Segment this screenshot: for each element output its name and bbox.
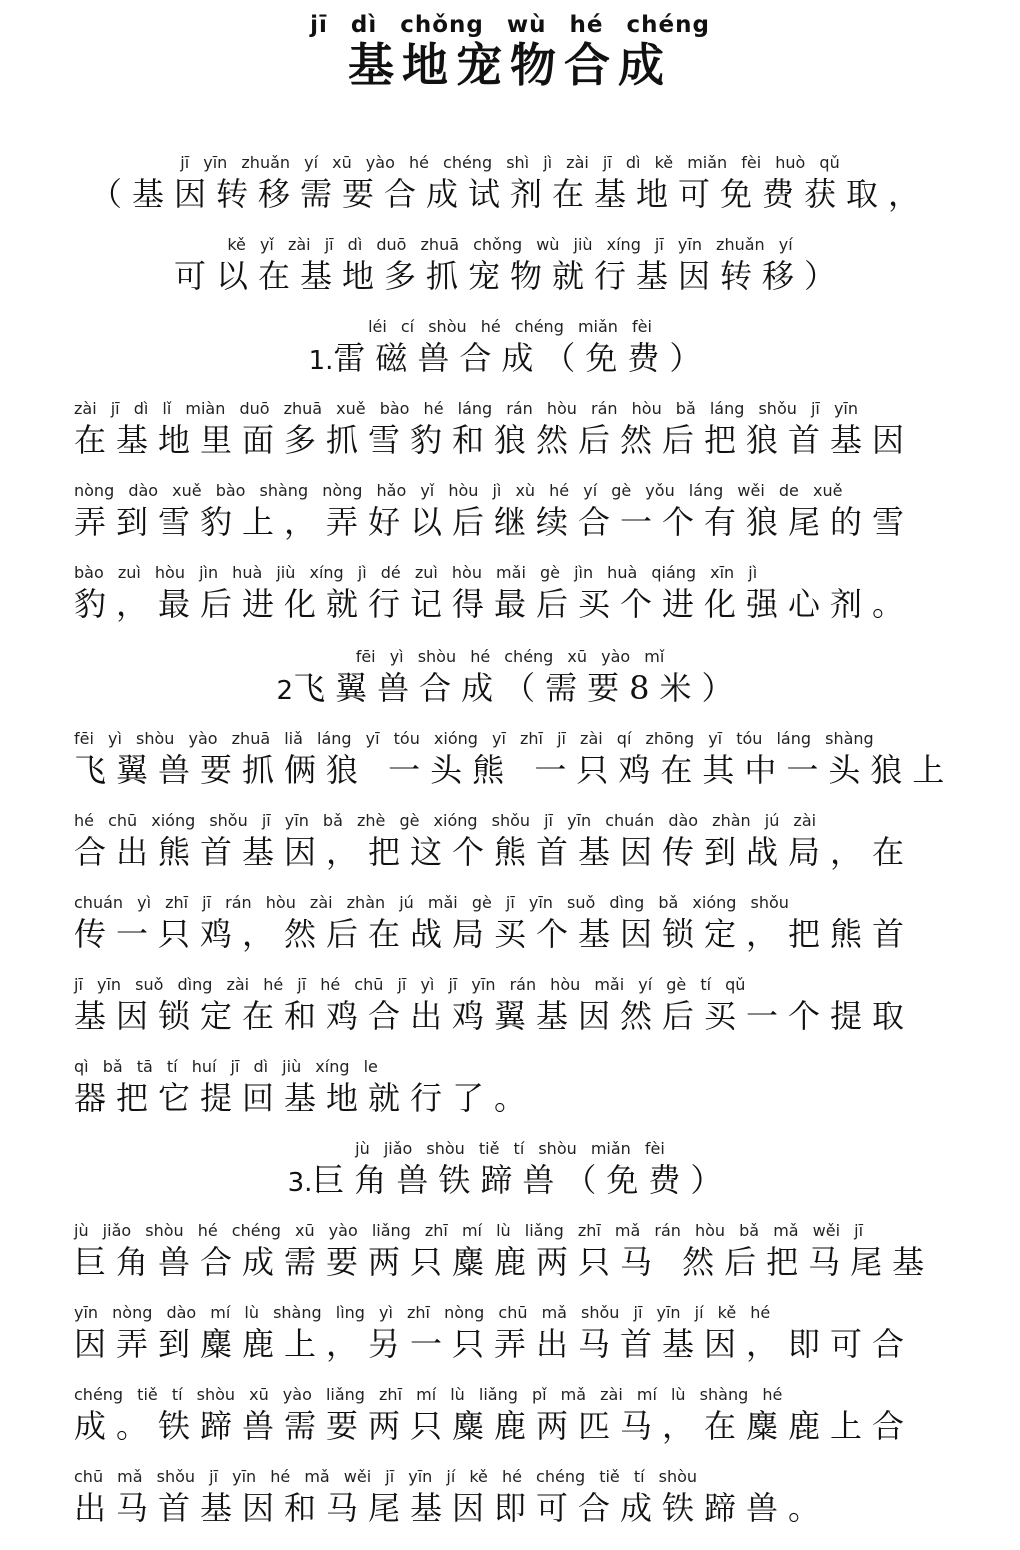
title-pinyin: jī dì chǒng wù hé chéng (310, 12, 710, 38)
title-block (0, 12, 1020, 92)
line-text: 基因锁定在和鸡合出鸡翼基因然后买一个提取 (74, 997, 915, 1035)
line-text: 弄到雪豹上，弄好以后继续合一个有狼尾的雪 (74, 503, 915, 541)
line-text: 豹，最后进化就行记得最后买个进化强心剂。 (74, 585, 915, 623)
intro-line (0, 152, 1020, 214)
text-line (0, 1466, 1020, 1528)
page-title: 基地宠物合成 (348, 38, 672, 92)
intro-line (0, 234, 1020, 296)
text-line (0, 974, 1020, 1036)
heading-pinyin: jù jiǎo shòu tiě tí shòu miǎn fèi (355, 1139, 665, 1158)
line-text: 成。铁蹄兽需要两只麋鹿两匹马，在麋鹿上合 (74, 1407, 915, 1445)
section-heading (0, 316, 1020, 381)
heading-text: 巨角兽铁蹄兽（免费） (312, 1161, 733, 1199)
line-text: 出马首基因和马尾基因即可合成铁蹄兽。 (74, 1489, 831, 1527)
section-heading (0, 1138, 1020, 1203)
line-pinyin: qì bǎ tā tí huí jī dì jiù xíng le (74, 1057, 378, 1076)
heading-text: 飞翼兽合成（需要8米） (293, 669, 744, 707)
line-pinyin: zài jī dì lǐ miàn duō zhuā xuě bào hé láng rán hòu rán hòu bǎ láng shǒu jī yīn (74, 399, 858, 418)
line-text: 飞翼兽要抓俩狼 一头熊 一只鸡在其中一头狼上 (74, 751, 955, 789)
heading-pinyin: léi cí shòu hé chéng miǎn fèi (368, 317, 652, 336)
heading-pinyin: fēi yì shòu hé chéng xū yào mǐ (355, 647, 665, 666)
text-line (0, 562, 1020, 624)
line-text: 器把它提回基地就行了。 (74, 1079, 537, 1117)
text-line (0, 810, 1020, 872)
text-line (0, 728, 1020, 790)
line-text: 合出熊首基因，把这个熊首基因传到战局，在 (74, 833, 915, 871)
line-pinyin: jù jiǎo shòu hé chéng xū yào liǎng zhī mí lù liǎng zhī mǎ rán hòu bǎ mǎ wěi jī (74, 1221, 864, 1240)
line-pinyin: bào zuì hòu jìn huà jiù xíng jì dé zuì hòu mǎi gè jìn huà qiáng xīn jì (74, 563, 758, 582)
line-pinyin: chū mǎ shǒu jī yīn hé mǎ wěi jī yīn jí kě hé chéng tiě tí shòu (74, 1467, 698, 1486)
text-line (0, 398, 1020, 460)
text-line (0, 1384, 1020, 1446)
intro-text: 可以在基地多抓宠物就行基因转移） (173, 257, 846, 295)
text-line (0, 480, 1020, 542)
section-heading (0, 646, 1020, 711)
line-pinyin: jī yīn suǒ dìng zài hé jī hé chū jī yì jī yīn rán hòu mǎi yí gè tí qǔ (74, 975, 746, 994)
line-text: 传一只鸡，然后在战局买个基因锁定，把熊首 (74, 915, 915, 953)
line-pinyin: yīn nòng dào mí lù shàng lìng yì zhī nòng chū mǎ shǒu jī yīn jí kě hé (74, 1303, 771, 1322)
section-number: 3. (287, 1168, 313, 1198)
intro-pinyin: kě yǐ zài jī dì duō zhuā chǒng wù jiù xíng jī yīn zhuǎn yí (227, 235, 793, 254)
text-line (0, 1220, 1020, 1282)
line-pinyin: hé chū xióng shǒu jī yīn bǎ zhè gè xióng shǒu jī yīn chuán dào zhàn jú zài (74, 811, 817, 830)
section-number: 1. (308, 346, 334, 376)
section-number: 2 (276, 676, 294, 706)
line-pinyin: chéng tiě tí shòu xū yào liǎng zhī mí lù liǎng pǐ mǎ zài mí lù shàng hé (74, 1385, 783, 1404)
line-pinyin: chuán yì zhī jī rán hòu zài zhàn jú mǎi gè jī yīn suǒ dìng bǎ xióng shǒu (74, 893, 789, 912)
text-line (0, 892, 1020, 954)
text-line (0, 1056, 1020, 1118)
text-line (0, 1302, 1020, 1364)
line-text: 在基地里面多抓雪豹和狼然后然后把狼首基因 (74, 421, 915, 459)
heading-text: 雷磁兽合成（免费） (333, 339, 712, 377)
intro-text: （基因转移需要合成试剂在基地可免费获取， (89, 175, 930, 213)
line-text: 巨角兽合成需要两只麋鹿两只马 然后把马尾基 (74, 1243, 935, 1281)
line-text: 因弄到麋鹿上，另一只弄出马首基因，即可合 (74, 1325, 915, 1363)
intro-pinyin: jī yīn zhuǎn yí xū yào hé chéng shì jì zài jī dì kě miǎn fèi huò qǔ (180, 153, 840, 172)
line-pinyin: nòng dào xuě bào shàng nòng hǎo yǐ hòu jì xù hé yí gè yǒu láng wěi de xuě (74, 481, 843, 500)
line-pinyin: fēi yì shòu yào zhuā liǎ láng yī tóu xióng yī zhī jī zài qí zhōng yī tóu láng shàng (74, 729, 874, 748)
